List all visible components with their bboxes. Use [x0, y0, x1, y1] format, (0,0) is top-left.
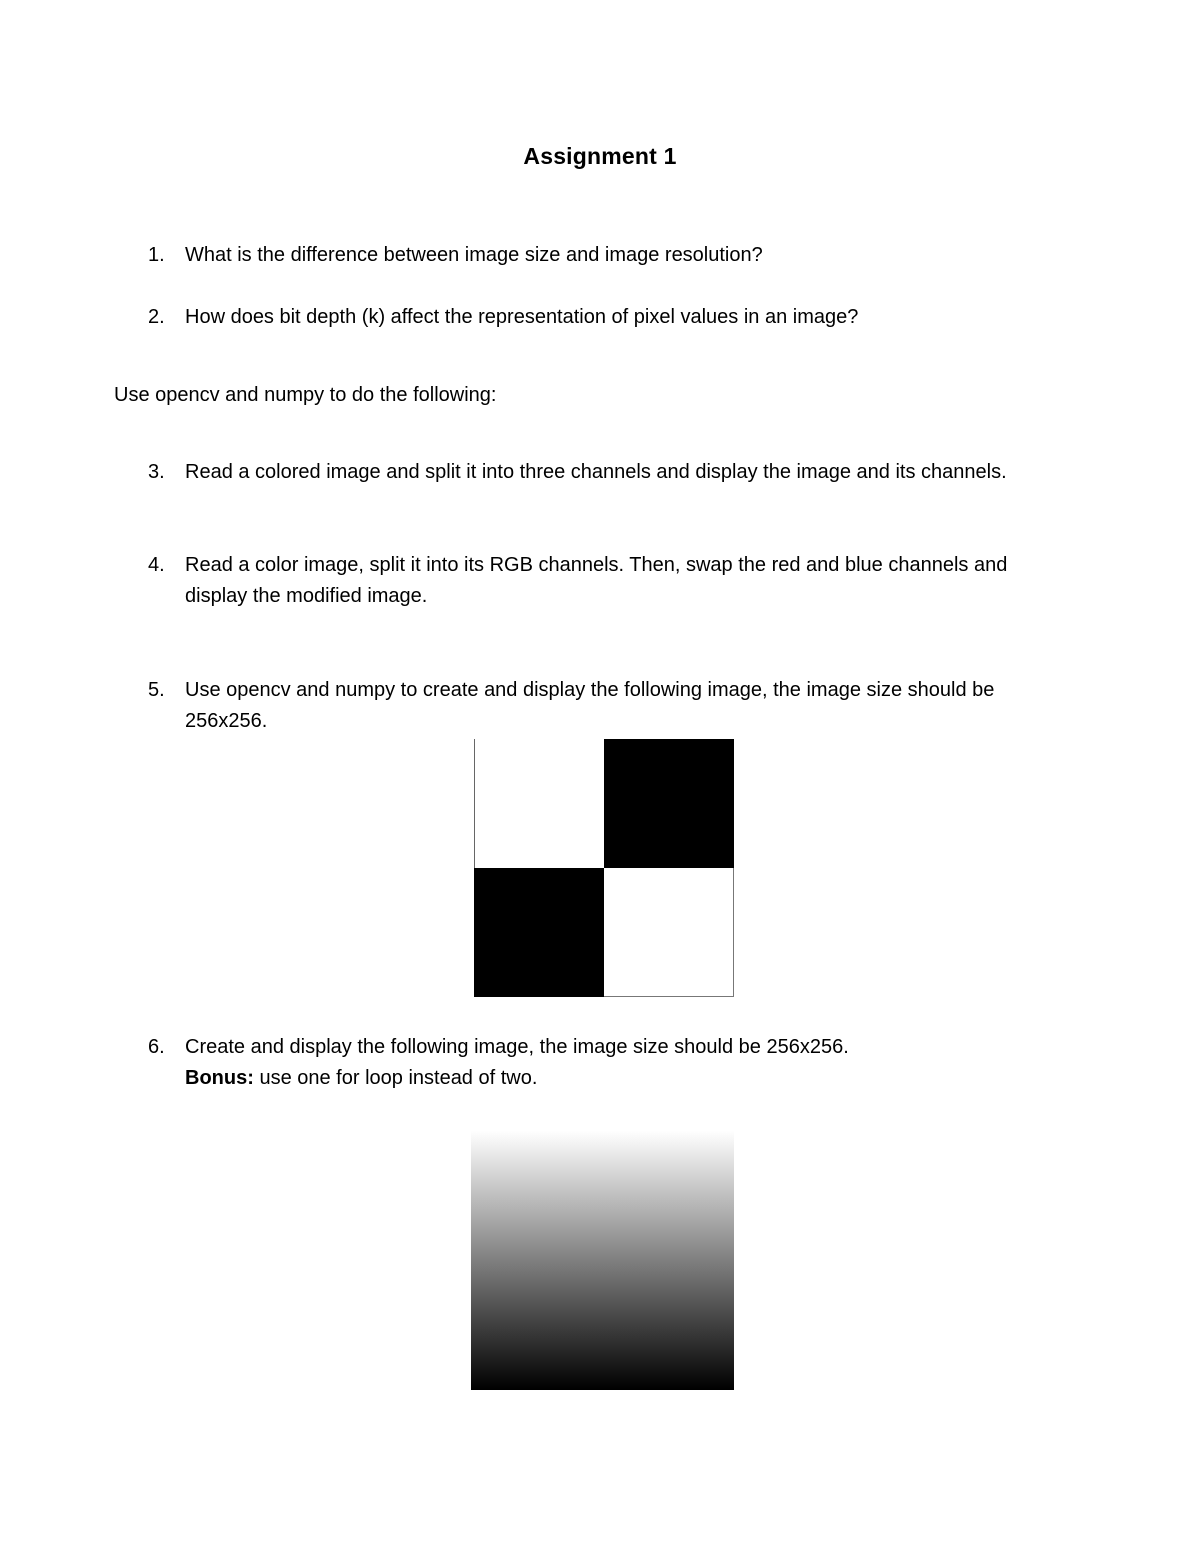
checkerboard-figure	[474, 739, 734, 997]
question-6	[148, 1032, 1068, 1094]
question-text: What is the difference between image size and image resolution?	[185, 244, 763, 266]
page-title: Assignment 1	[523, 143, 677, 169]
intro-text: Use opencv and numpy to do the following:	[114, 384, 497, 406]
question-number: 4.	[148, 554, 165, 576]
question-3	[148, 457, 1068, 488]
bonus-line	[185, 1063, 1068, 1094]
question-number: 3.	[148, 461, 165, 483]
question-text: Create and display the following image, the image size should be 256x256.	[185, 1036, 849, 1058]
question-text: Use opencv and numpy to create and display the following image, the image size should be 256x256.	[185, 679, 995, 732]
checker-cell-white-bottom-right	[604, 868, 734, 997]
checker-cell-black-top-right	[604, 739, 734, 868]
question-text: Read a colored image and split it into three channels and display the image and its channels.	[185, 461, 1007, 483]
gradient-figure	[471, 1131, 734, 1390]
question-4	[148, 550, 1068, 612]
question-number: 5.	[148, 679, 165, 701]
bonus-text: use one for loop instead of two.	[253, 1067, 538, 1089]
question-number: 6.	[148, 1036, 165, 1058]
question-5	[148, 675, 1068, 737]
checker-cell-white-top-left	[474, 739, 605, 868]
question-1	[148, 240, 1068, 271]
bonus-label: Bonus:	[185, 1067, 254, 1089]
question-2	[148, 302, 1068, 333]
question-number: 2.	[148, 306, 165, 328]
question-text: How does bit depth (k) affect the representation of pixel values in an image?	[185, 306, 859, 328]
question-number: 1.	[148, 244, 165, 266]
question-text: Read a color image, split it into its RGB channels. Then, swap the red and blue channels and display the modified image.	[185, 554, 1008, 607]
checker-cell-black-bottom-left	[474, 868, 604, 997]
